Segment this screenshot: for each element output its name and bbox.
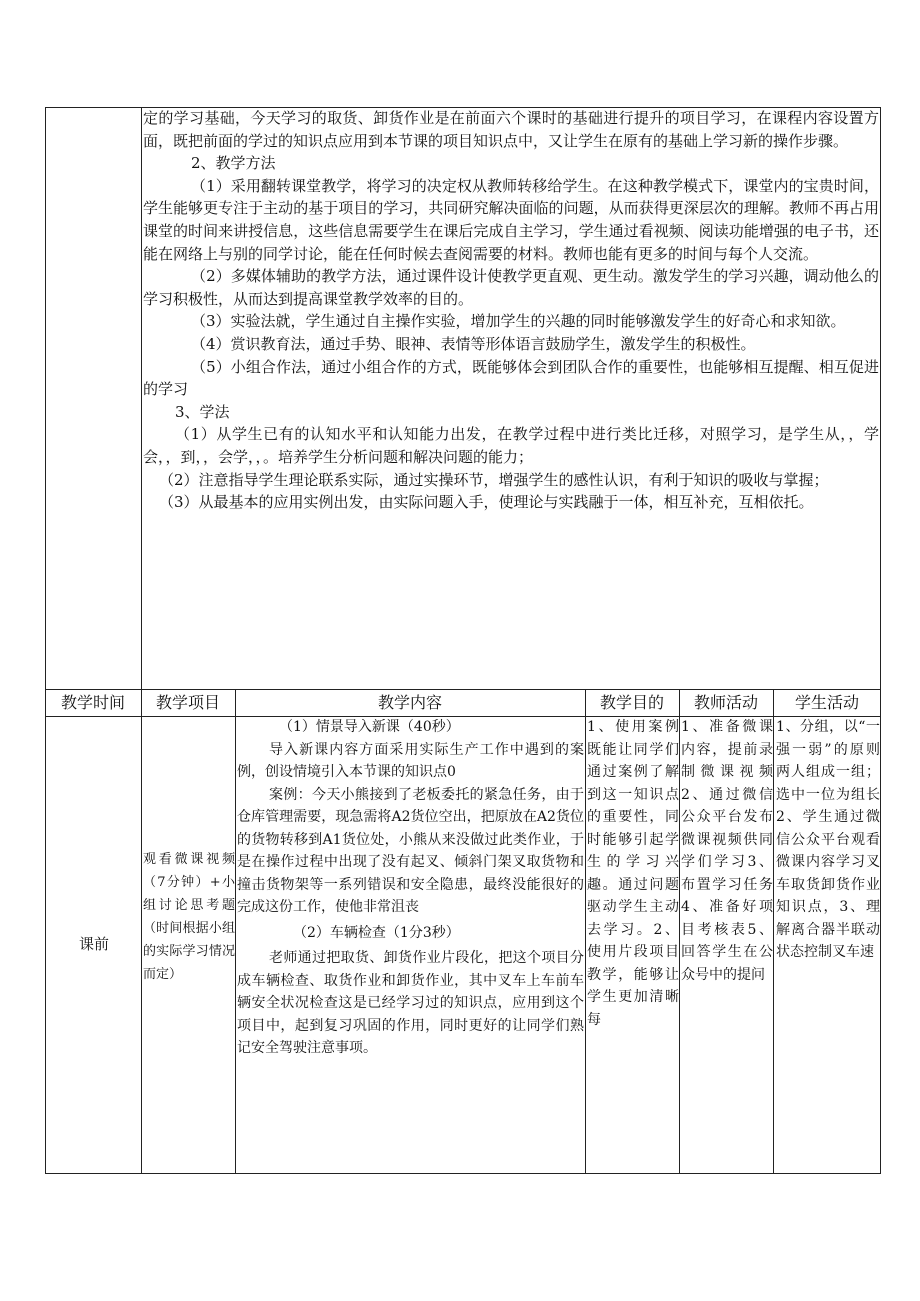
paragraph-learning-2: （2）注意指导学生理论联系实际，通过实操环节，增强学生的感性认识，有利于知识的吸收与掌握； [159, 470, 829, 489]
col-divider-2 [235, 689, 236, 1174]
content-heading-2: （2）车辆检查（1分3秒） [293, 924, 460, 941]
teaching-method-text [143, 107, 879, 514]
paragraph-learning-1: （1）从学生已有的认知水平和认知能力出发，在教学过程中进行类比迁移，对照学习，是学生从，，学会，，到，，会学，，。培养学生分析问题和解决问题的能力； [143, 425, 879, 466]
header-purpose: 教学目的 [599, 693, 664, 712]
col-divider-4 [679, 689, 680, 1174]
header-item: 教学项目 [155, 693, 220, 712]
paragraph-method-4: （4）赏识教育法，通过手势、眼神、表情等形体语言鼓励学生，激发学生的积极性。 [191, 334, 756, 353]
cell-teacher: 1、准备微课内容，提前录制微课视频2、通过微信公众平台发布微课视频供同学们学习3、布置学习任务4、准备好项目考核表5、回答学生在公众号中的提问 [681, 719, 773, 983]
header-content: 教学内容 [377, 693, 442, 712]
heading-learning-method: 3、学法 [175, 402, 230, 421]
heading-teaching-method: 2、教学方法 [191, 154, 276, 173]
header-time: 教学时间 [60, 693, 125, 712]
header-student: 学生活动 [794, 693, 859, 712]
cell-content [237, 716, 584, 1060]
col-divider-3 [585, 689, 586, 1174]
cell-item: 观看微课视频（7分钟）+小组讨论思考题（时间根据小组的实际学习情况而定） [143, 852, 235, 982]
header-teacher: 教师活动 [693, 693, 758, 712]
paragraph-method-2: （2）多媒体辅助的教学方法，通过课件设计使教学更直观、更生动。激发学生的学习兴趣，调动他么的学习积极性，从而达到提高课堂教学效率的目的。 [143, 267, 879, 308]
col-divider-5 [773, 689, 774, 1174]
cell-time [46, 716, 142, 1173]
content-paragraph-2: 案例：今天小熊接到了老板委托的紧急任务，由于仓库管理需要，现急需将A2货位空出，把原放在A2货位的货物转移到A1货位处，小熊从来没做过此类作业，于是在操作过程中出现了没有起叉、倾斜门架叉取货物和撞击货物架等一系列错误和安全隐患，最终没能很好的完成这份工作，使他非常沮丧 [237, 786, 584, 915]
content-heading-1: （1）情景导入新课（40秒） [279, 719, 460, 735]
paragraph-method-1: （1）采用翻转课堂教学，将学习的决定权从教师转移给学生。在这种教学模式下，课堂内的宝贵时间，学生能够更专注于主动的基于项目的学习，共同研究解决面临的问题，从而获得更深层次的理解。教师不再占用课堂的时间来讲授信息，这些信息需要学生在课后完成自主学习，学生通过看视频、阅读功能增强的电子书，还能在网络上与别的同学讨论，能在任何时候去查阅需要的材料。教师也能有更多的时间与每个人交流。 [143, 176, 879, 263]
time-label: 课前 [78, 935, 109, 954]
content-paragraph-3: 老师通过把取货、卸货作业片段化，把这个项目分成车辆检查、取货作业和卸货作业，其中叉车上车前车辆安全状况检查这是已经学习过的知识点，应用到这个项目中，起到复习巩固的作用，同时更好的让同学们熟记安全驾驶注意事项。 [237, 950, 584, 1056]
paragraph-method-5: （5）小组合作法，通过小组合作的方式，既能够体会到团队合作的重要性，也能够相互提醒、相互促进的学习 [143, 357, 879, 399]
paragraph-method-3: （3）实验法就，学生通过自主操作实验，增加学生的兴趣的同时能够激发学生的好奇心和求知欲。 [191, 312, 846, 331]
cell-purpose: 1、使用案例既能让同学们通过案例了解到这一知识点的重要性，同时能够引起学生的学习兴趣。通过问题驱动学生主动去学习。2、使用片段项目教学，能够让学生更加清晰每 [587, 719, 679, 1028]
upper-left-divider [141, 107, 142, 690]
cell-student: 1、分组，以“一强一弱”的原则两人组成一组；选中一位为组长2、学生通过微信公众平台观看微课内容学习叉车取货卸货作业知识点，3、理解离合器半联动状态控制叉车速 [776, 719, 880, 960]
paragraph-learning-basis: 定的学习基础，今天学习的取货、卸货作业是在前面六个课时的基础进行提升的项目学习，在课程内容设置方面，既把前面的学过的知识点应用到本节课的项目知识点中，又让学生在原有的基础上学习新的操作步骤。 [143, 109, 879, 150]
paragraph-learning-3: （3）从最基本的应用实例出发，由实际问题入手，使理论与实践融于一体，相互补充，互相依托。 [159, 493, 814, 512]
content-paragraph-1: 导入新课内容方面采用实际生产工作中遇到的案例，创设情境引入本节课的知识点0 [237, 741, 584, 780]
